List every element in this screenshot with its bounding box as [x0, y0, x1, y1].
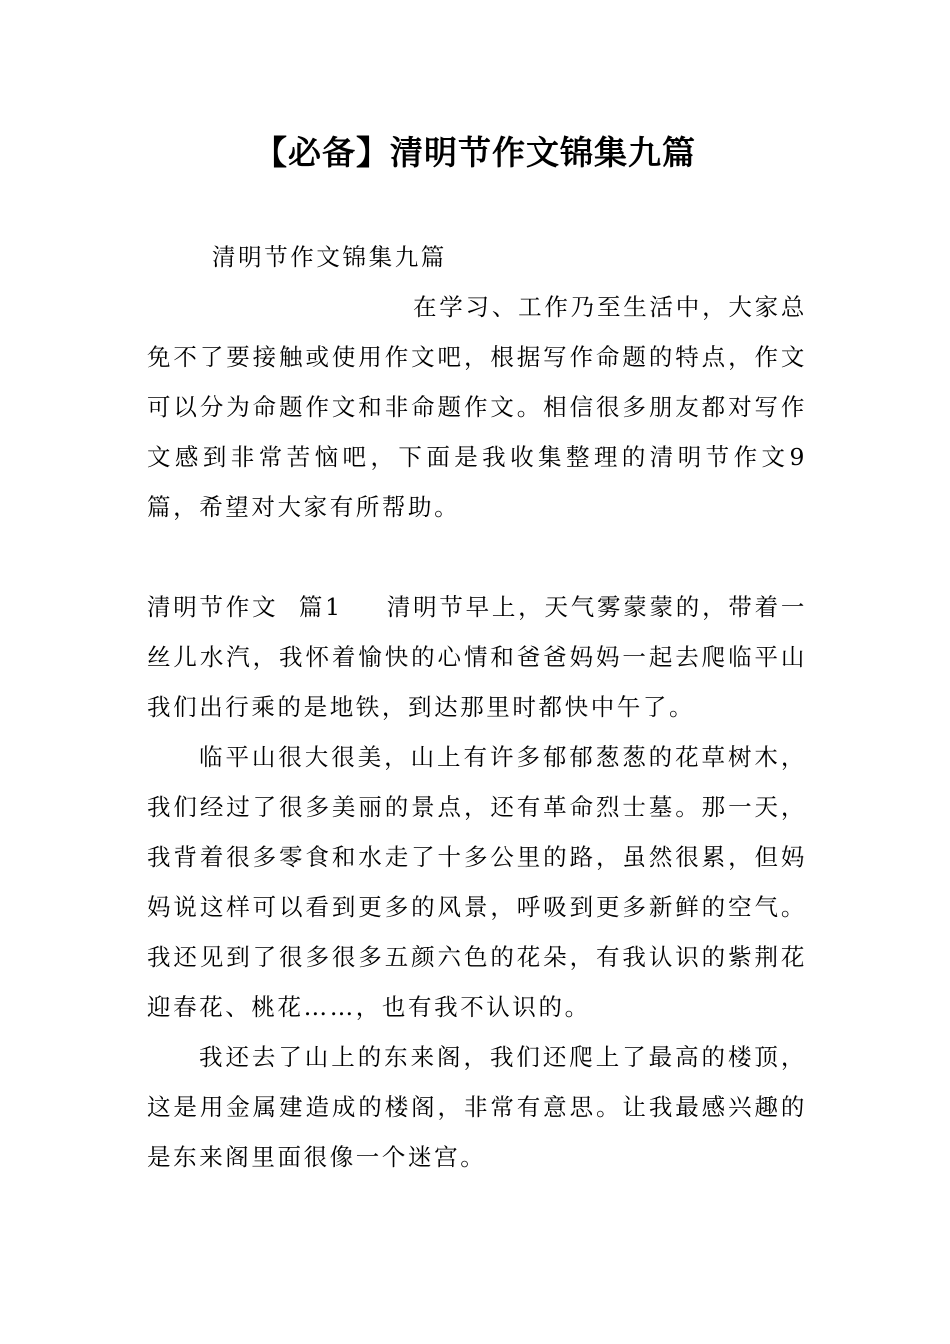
essay-1-label: 清明节作文 篇1 [147, 593, 343, 621]
intro-paragraph: 在学习、工作乃至生活中，大家总免不了要接触或使用作文吧，根据写作命题的特点，作文可以分为命题作文和非命题作文。相信很多朋友都对写作文感到非常苦恼吧，下面是我收集整理的清明节作文9篇，希望对大家有所帮助。 [147, 293, 807, 521]
essay-1-paragraph-2: 临平山很大很美，山上有许多郁郁葱葱的花草树木，我们经过了很多美丽的景点，还有革命烈士墓。那一天，我背着很多零食和水走了十多公里的路，虽然很累，但妈妈说这样可以看到更多的风景，呼吸到更多新鲜的空气。我还见到了很多很多五颜六色的花朵，有我认识的紫荆花迎春花、桃花……，也有我不认识的。 [147, 743, 807, 1021]
document-title: 【必备】清明节作文锦集九篇 [254, 133, 696, 172]
essay-1-paragraph-1-text: 清明节早上，天气雾蒙蒙的，带着一丝儿水汽，我怀着愉快的心情和爸爸妈妈一起去爬临平山我们出行乘的是地铁，到达那里时都快中午了。 [147, 593, 807, 721]
document-subtitle: 清明节作文锦集九篇 [212, 243, 447, 271]
essay-1-paragraph-3: 我还去了山上的东来阁，我们还爬上了最高的楼顶，这是用金属建造成的楼阁，非常有意思。让我最感兴趣的是东来阁里面很像一个迷宫。 [147, 1043, 807, 1171]
essay-1-paragraph-1 [147, 582, 807, 732]
